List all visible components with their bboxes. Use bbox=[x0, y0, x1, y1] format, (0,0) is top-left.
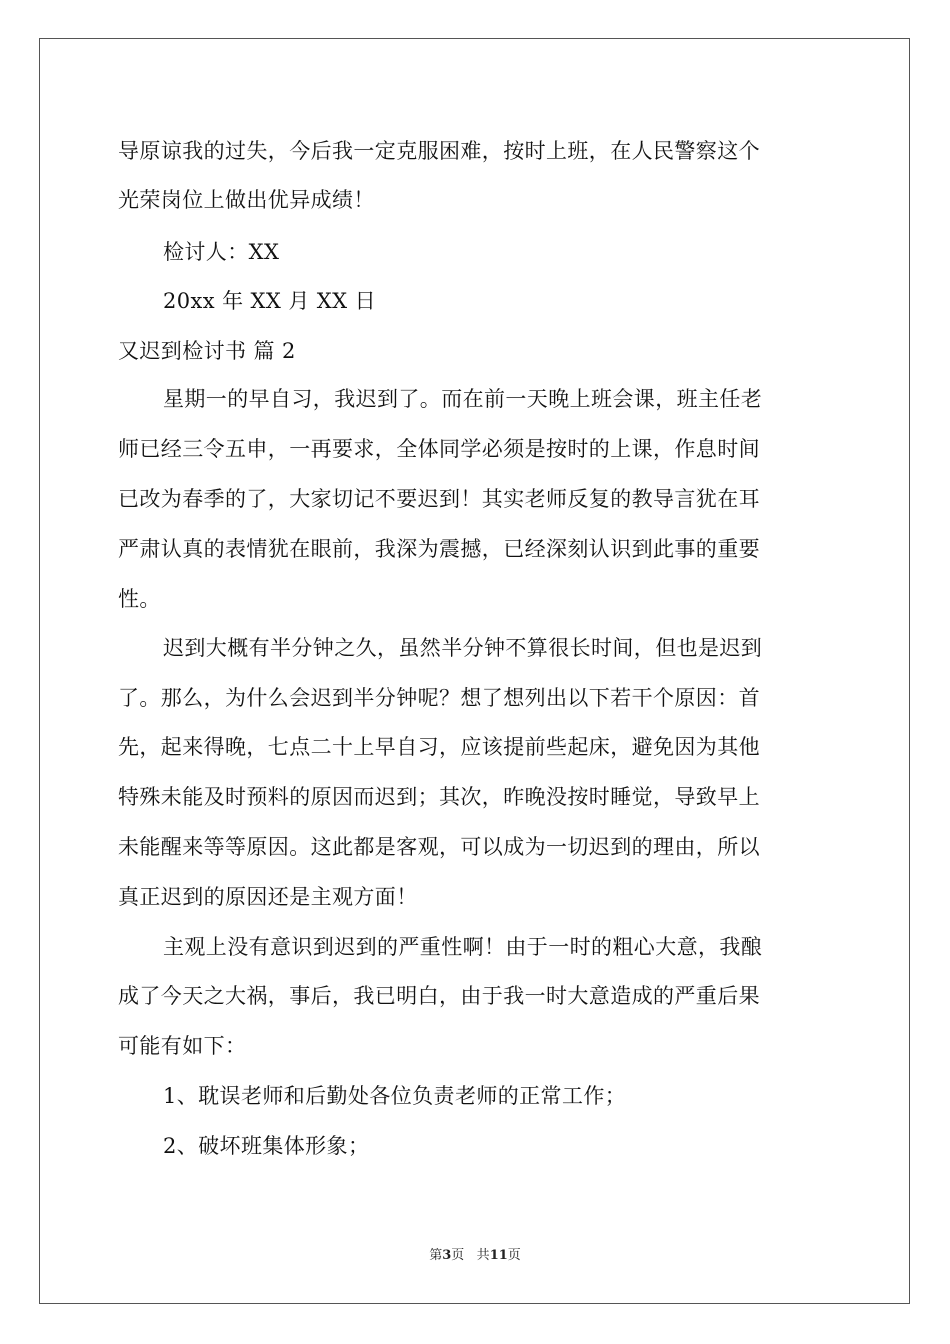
text-line: 光荣岗位上做出优异成绩！ bbox=[118, 188, 375, 212]
text-line: 性。 bbox=[118, 587, 161, 611]
list-item: 2、破坏班集体形象； bbox=[163, 1134, 370, 1158]
text-line: 星期一的早自习，我迟到了。而在前一天晚上班会课，班主任老 bbox=[163, 387, 763, 411]
page-footer bbox=[0, 1248, 950, 1264]
page-border bbox=[39, 38, 910, 1304]
page-number: 3 bbox=[442, 1248, 452, 1263]
total-label-suffix: 页 bbox=[507, 1248, 521, 1263]
text-line: 真正迟到的原因还是主观方面！ bbox=[118, 885, 418, 909]
signature-line: 检讨人：XX bbox=[163, 240, 280, 264]
text-line: 严肃认真的表情犹在眼前，我深为震撼，已经深刻认识到此事的重要 bbox=[118, 537, 760, 561]
list-item: 1、耽误老师和后勤处各位负责老师的正常工作； bbox=[163, 1084, 627, 1108]
text-line: 导原谅我的过失，今后我一定克服困难，按时上班，在人民警察这个 bbox=[118, 139, 760, 163]
date-line: 20xx 年 XX 月 XX 日 bbox=[163, 289, 376, 313]
text-line: 成了今天之大祸，事后，我已明白，由于我一时大意造成的严重后果 bbox=[118, 984, 760, 1008]
text-line: 先，起来得晚，七点二十上早自习，应该提前些起床，避免因为其他 bbox=[118, 735, 760, 759]
section-heading: 又迟到检讨书 篇 2 bbox=[118, 339, 296, 363]
text-line: 主观上没有意识到迟到的严重性啊！由于一时的粗心大意，我酿 bbox=[163, 935, 763, 959]
page-label-suffix: 页 bbox=[451, 1248, 465, 1263]
text-line: 了。那么，为什么会迟到半分钟呢？想了想列出以下若干个原因：首 bbox=[118, 686, 760, 710]
text-line: 已改为春季的了，大家切记不要迟到！其实老师反复的教导言犹在耳 bbox=[118, 487, 760, 511]
text-line: 迟到大概有半分钟之久，虽然半分钟不算很长时间，但也是迟到 bbox=[163, 636, 763, 660]
page-label-prefix: 第 bbox=[429, 1248, 443, 1263]
text-line: 师已经三令五申，一再要求，全体同学必须是按时的上课，作息时间 bbox=[118, 437, 760, 461]
total-pages: 11 bbox=[489, 1248, 508, 1263]
text-line: 特殊未能及时预料的原因而迟到；其次，昨晚没按时睡觉，导致早上 bbox=[118, 785, 760, 809]
text-line: 可能有如下： bbox=[118, 1034, 247, 1058]
total-label-prefix: 共 bbox=[476, 1248, 490, 1263]
text-line: 未能醒来等等原因。这此都是客观，可以成为一切迟到的理由，所以 bbox=[118, 835, 760, 859]
